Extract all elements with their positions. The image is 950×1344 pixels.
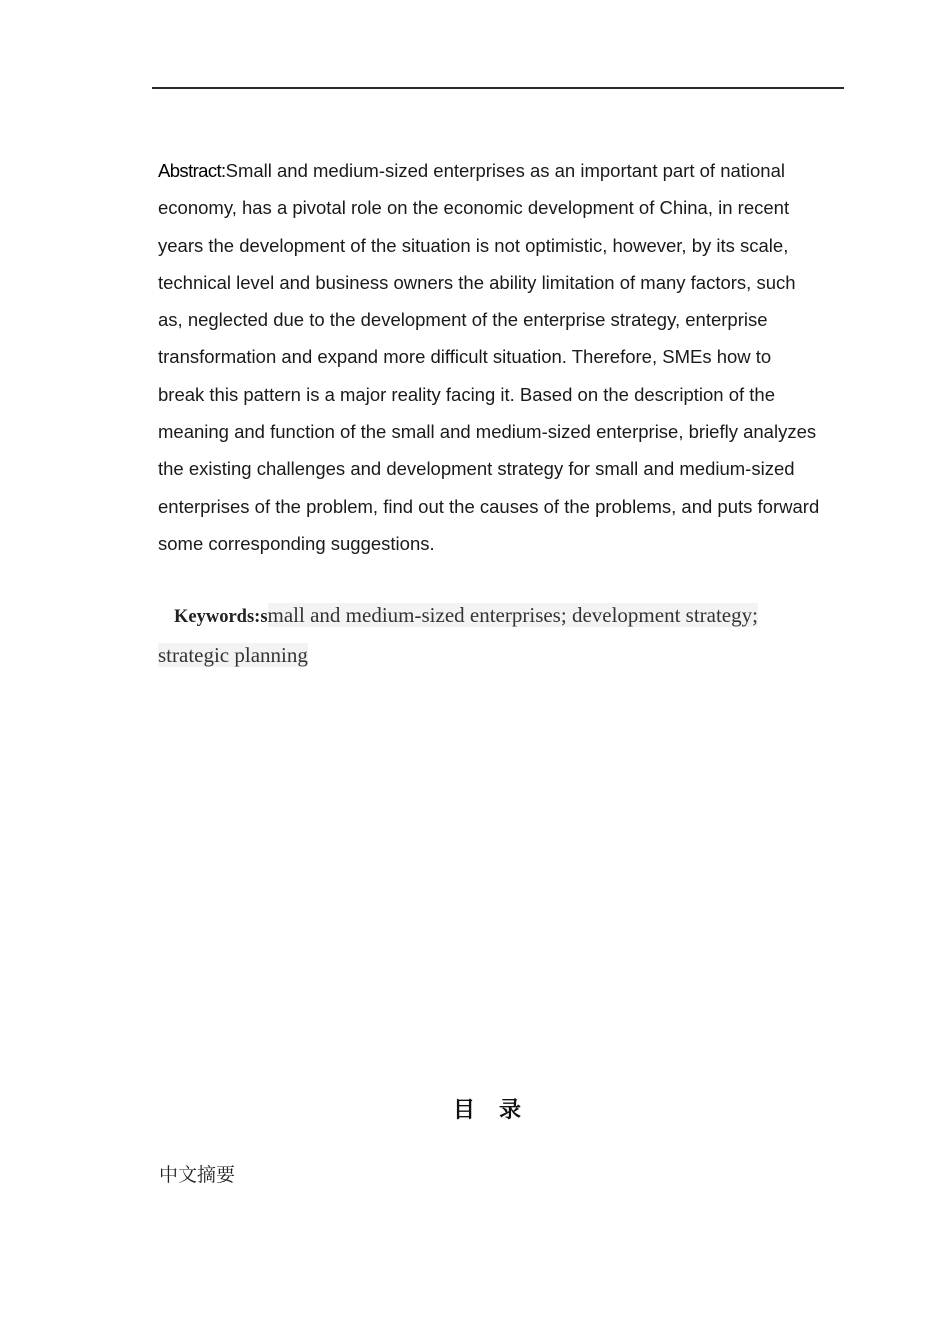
abstract-text: Small and medium-sized enterprises as an important part of national economy, has a pivotal role on the economic development of China, in recent years the development of the situation is not optimistic, however, by its scale, technical level and business owners the ability limitation of many factors, such as, neglected due to the development of the enterprise strategy, enterprise transformation and expand more difficult situation. Therefore, SMEs how to break this pattern is a major reality facing it. Based on the description of the meaning and function of the small and medium-sized enterprise, briefly analyzes the existing challenges and development strategy for small and medium-sized enterprises of the problem, find out the causes of the problems, and puts forward some corresponding suggestions. bbox=[158, 160, 820, 554]
toc-title: 目录 bbox=[452, 1098, 545, 1123]
header-rule bbox=[152, 87, 844, 89]
keywords-paragraph bbox=[158, 597, 798, 674]
abstract-label: Abstract: bbox=[158, 160, 226, 181]
keywords-text: mall and medium-sized enterprises; development strategy; strategic planning bbox=[158, 603, 758, 667]
toc-item-chinese-abstract[interactable]: 中文摘要 bbox=[159, 1164, 236, 1186]
keywords-label: Keywords:s bbox=[174, 607, 268, 627]
abstract-paragraph bbox=[158, 152, 822, 562]
